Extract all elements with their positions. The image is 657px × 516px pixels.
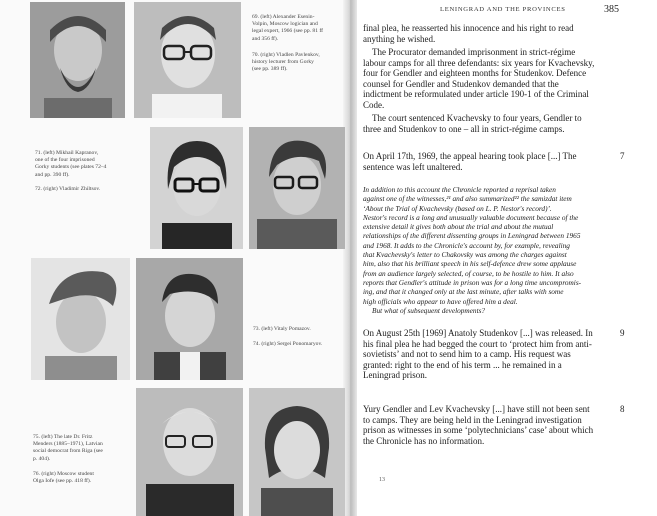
text-line: labour camps for all three defendants: six years for Kvachevsky,: [363, 57, 595, 68]
caption-line: 70. (right) Vladlen Pavlenkov,: [252, 52, 320, 58]
photo-plate-76: [249, 388, 345, 516]
caption-line: Volpin, Moscow logician and: [252, 21, 318, 28]
margin-number: 9: [620, 328, 625, 338]
caption-line: Olga Iofe (see pp. 418 ff).: [33, 478, 92, 485]
text-line: relationships of the different dissenting groups in Leningrad between 1965: [363, 231, 581, 241]
caption-75: [33, 434, 103, 463]
text-line: extensive detail it gives both about the trial and about the mutual: [363, 222, 554, 232]
text-line: high officials who appear to have offered him a deal.: [363, 296, 518, 306]
caption-line: one of the four imprisoned: [35, 157, 95, 164]
running-head: LENINGRAD AND THE PROVINCES: [440, 6, 566, 13]
text-line: him, also that his brilliant speech in his self-defence drew some applause: [363, 259, 577, 269]
photo-plate-70: [134, 2, 241, 118]
caption-line: history lecturer from Gorky: [252, 59, 314, 66]
text-line: and 1968. It adds to the Chronicle's account by, for example, revealing: [363, 240, 570, 250]
photo-plate-73: [31, 258, 130, 380]
text-line: sovietists’ and not to send him to a camp. His request was: [363, 349, 571, 360]
caption-line: legal expert, 1966 (see pp. 81 ff: [252, 28, 324, 35]
caption-69: [252, 14, 323, 43]
text-line: Code.: [363, 99, 385, 110]
text-line: On April 17th, 1969, the appeal hearing took place [...] The: [363, 151, 577, 161]
text-line: four for Gendler and eighteen months for Studenkov. Defence: [363, 68, 587, 79]
caption-line: Gorky students (see plates 72–4: [35, 164, 107, 171]
caption-line: 75. (left) The late Dr. Fritz: [33, 434, 93, 440]
paragraph-appeal: [363, 151, 631, 172]
text-line: three and Studenkov to one – all in strict-régime camps.: [363, 123, 565, 134]
caption-line: 73. (left) Vitaly Pomazov.: [253, 326, 311, 332]
caption-line: 76. (right) Moscow student: [33, 471, 94, 477]
caption-line: 74. (right) Sergei Ponomaryov.: [253, 341, 323, 347]
footnote-mark: 13: [379, 477, 385, 483]
text-line: against one of the witnesses,²¹ and also summarized²² the samizdat item: [363, 194, 572, 204]
caption-71: [35, 150, 106, 179]
text-line: Nestor's record is a long and unusually valuable document because of the: [363, 212, 579, 222]
caption-line: and 356 ff).: [252, 35, 279, 42]
photo-plate-74: [136, 258, 243, 380]
caption-line: Menders (1885–1971), Latvian: [33, 441, 103, 448]
photo-plate-71: [150, 127, 243, 249]
caption-line: 72. (right) Vladimir Zhiltsov.: [35, 186, 101, 192]
text-line: anything he wished.: [363, 33, 436, 44]
photo-plate-75: [136, 388, 243, 516]
text-line: Leningrad prison.: [363, 370, 427, 381]
paragraph-studenkov-released: [363, 328, 631, 381]
caption-line: and pp. 390 ff).: [35, 171, 70, 178]
text-line: counsel for Gendler and Studenkov demanded that the: [363, 78, 559, 89]
text-line: prison as witnesses in some ‘polytechnicians’ case’ about which: [363, 425, 594, 436]
text-line: granted: right to the end of his term ... he remained in a: [363, 359, 562, 370]
paragraph-procurator: [363, 47, 631, 111]
caption-70: [252, 52, 320, 74]
text-line: that Kvachevsky's letter to Chakovsky was among the charges against: [363, 250, 567, 260]
text-line: from an audience largely selected, of course, to be hostile to him. It also: [363, 268, 574, 278]
caption-line: 69. (left) Alexander Esenin-: [252, 14, 315, 20]
photo-plate-69: [30, 2, 125, 118]
caption-72: [35, 186, 100, 193]
margin-number: 7: [620, 151, 625, 161]
caption-line: p. 404).: [33, 455, 51, 462]
text-line: The Procurator demanded imprisonment in strict-régime: [372, 47, 576, 57]
caption-73: [253, 326, 311, 333]
caption-76: [33, 471, 94, 485]
caption-74: [253, 341, 322, 348]
text-line: to camps. They are being held in the Leningrad investigation: [363, 414, 582, 425]
book-gutter: [343, 0, 357, 516]
text-line: In addition to this account the Chronicle reported a reprisal taken: [363, 185, 556, 194]
caption-line: social democrat from Riga (see: [33, 448, 103, 455]
text-line: final plea, he reasserted his innocence and his right to read: [363, 23, 574, 33]
text-line: Yury Gendler and Lev Kvachevsky [...] have still not been sent: [363, 404, 590, 414]
page-number: 385: [604, 4, 619, 15]
text-line: reports that Gendler's attitude in prison was for a long time uncompromis-: [363, 277, 582, 287]
text-line: On August 25th [1969] Anatoly Studenkov [...] was released. In: [363, 328, 593, 338]
text-line: the Chronicle has no information.: [363, 435, 485, 446]
paragraph-final-plea: [363, 23, 631, 44]
commentary-italic: [363, 185, 631, 315]
text-line: ‘About the Trial of Kvachevsky (based on L. P. Nestor's record)’.: [363, 203, 552, 213]
paragraph-gendler-kvachevsky: [363, 404, 631, 446]
text-line: The court sentenced Kvachevsky to four years, Gendler to: [372, 113, 582, 123]
text-line: his final plea he had begged the court to ‘protect him from anti-: [363, 338, 592, 349]
text-line: But what of subsequent developments?: [372, 305, 486, 315]
caption-line: 71. (left) Mikhail Kapranov,: [35, 150, 99, 156]
text-line: indictment be reformulated under article 190-1 of the Criminal: [363, 89, 589, 100]
margin-number: 8: [620, 404, 625, 414]
photo-plate-72: [249, 127, 345, 249]
text-line: ing, and that it changed only at the last minute, after talks with some: [363, 287, 564, 297]
caption-line: (see pp. 389 ff).: [252, 66, 288, 73]
text-line: sentence was left unaltered.: [363, 161, 463, 172]
paragraph-court-sentence: [363, 113, 631, 134]
